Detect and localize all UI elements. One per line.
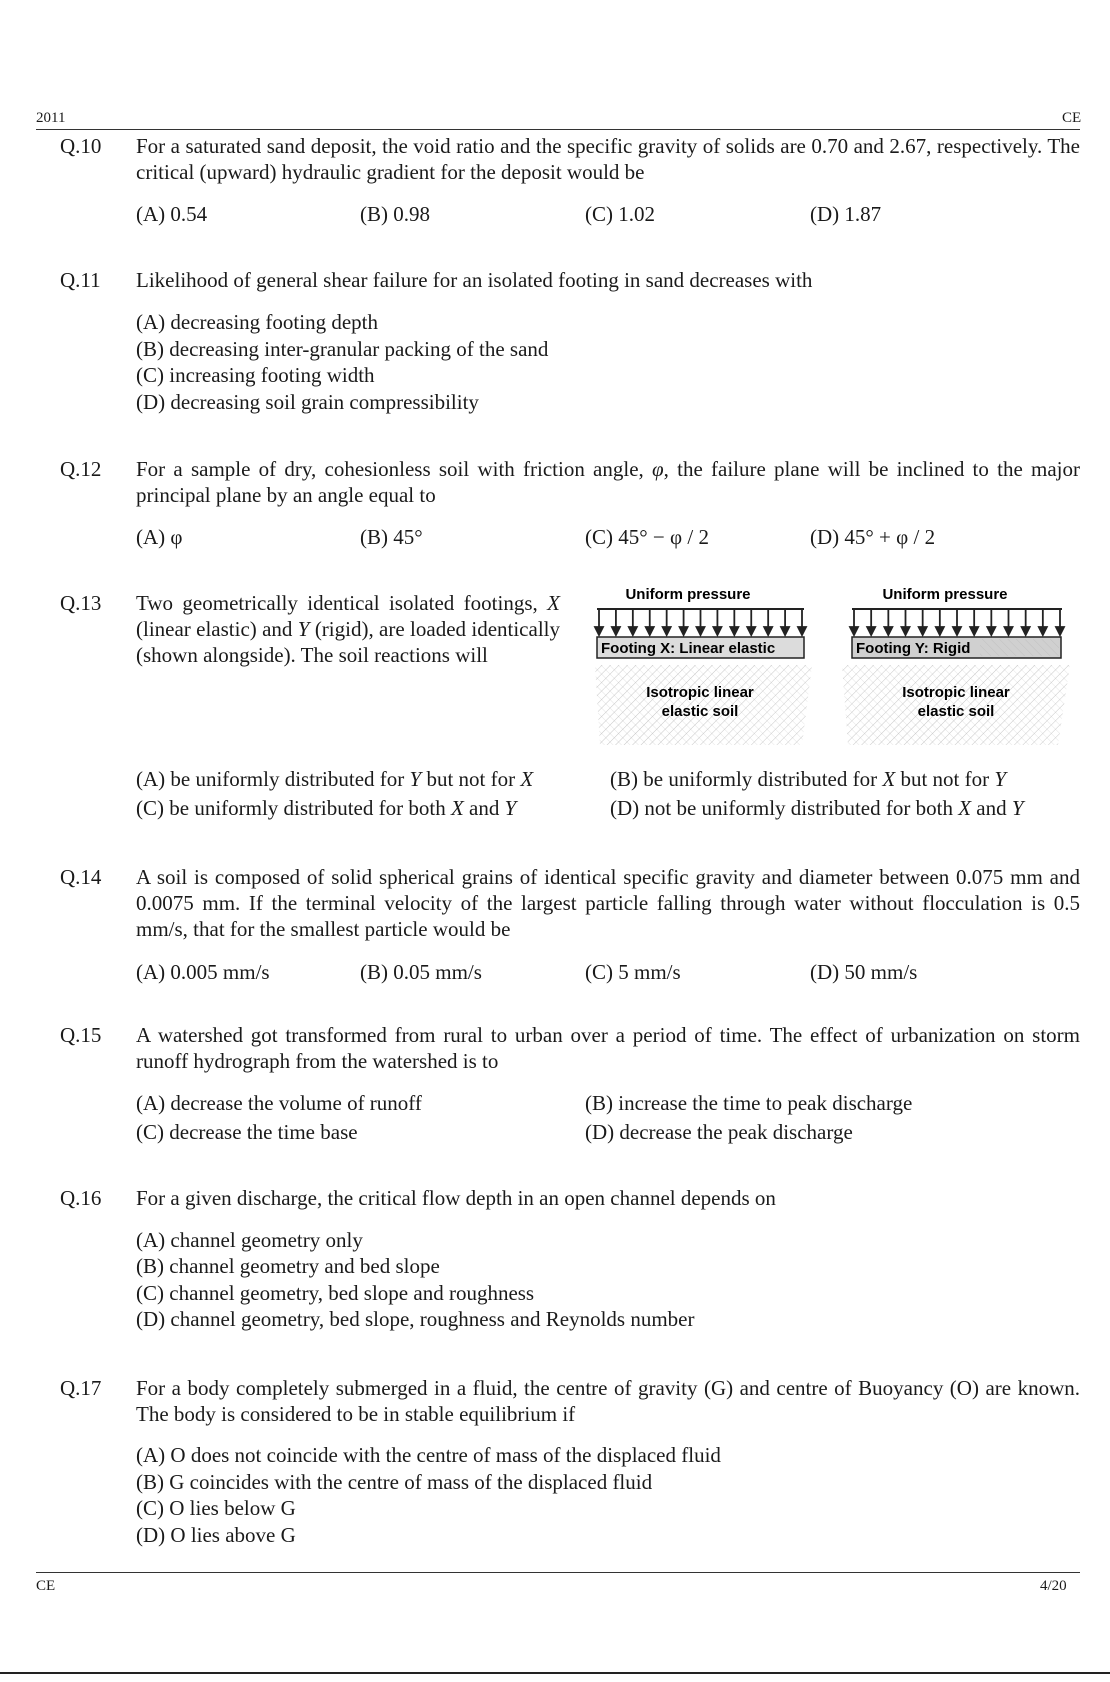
pressure-arrowhead: [730, 627, 738, 635]
pressure-arrowhead: [1005, 627, 1013, 635]
pressure-arrows-left: [595, 609, 806, 635]
pressure-arrows-right: [850, 609, 1064, 635]
question-text: For a sample of dry, cohesionless soil with friction angle, φ, the failure plane will be inclined to the major principal plane by an angle equal to: [136, 457, 1080, 507]
question-16: [60, 1185, 1080, 1213]
question-10: [60, 133, 1080, 189]
question-number: Q.13: [60, 591, 102, 615]
option-d: (D) decreasing soil grain compressibility: [136, 390, 479, 414]
question-number: Q.16: [60, 1186, 102, 1210]
question-17: [60, 1375, 1080, 1431]
pressure-arrowhead: [902, 627, 910, 635]
pressure-arrowhead: [595, 627, 603, 635]
pressure-arrowhead: [612, 627, 620, 635]
question-11: [60, 267, 1080, 295]
soil-label-right-2: elastic soil: [917, 703, 995, 720]
question-text: A watershed got transformed from rural to urban over a period of time. The effect of urbanization on storm runoff hydrograph from the watershed is to: [136, 1023, 1080, 1073]
option-c: (C) be uniformly distributed for both X and Y: [136, 796, 517, 820]
question-number: Q.15: [60, 1023, 102, 1047]
option-c: (C) O lies below G: [136, 1496, 296, 1520]
footing-x-diagram: [595, 586, 812, 745]
soil-label-left-2: elastic soil: [661, 703, 739, 720]
header-paper-code: CE: [1062, 110, 1082, 126]
page-bottom-edge: [0, 1672, 1110, 1674]
pressure-arrowhead: [1056, 627, 1064, 635]
option-b: (B) 45°: [360, 525, 423, 549]
option-a: (A) 0.005 mm/s: [136, 960, 270, 984]
option-d: (D) 45° + φ / 2: [810, 525, 936, 549]
pressure-arrowhead: [987, 627, 995, 635]
soil-label-right-1: Isotropic linear: [902, 684, 1010, 701]
option-b: (B) channel geometry and bed slope: [136, 1254, 440, 1278]
pressure-arrowhead: [867, 627, 875, 635]
option-a: (A) be uniformly distributed for Y but not for X: [136, 767, 534, 791]
pressure-arrowhead: [713, 627, 721, 635]
option-c: (C) channel geometry, bed slope and roughness: [136, 1281, 535, 1305]
pressure-arrowhead: [1039, 627, 1047, 635]
question-12: [60, 456, 1080, 512]
footing-x-label: Footing X: Linear elastic: [601, 640, 776, 657]
pressure-arrowhead: [663, 627, 671, 635]
question-number: Q.14: [60, 865, 102, 889]
footer-paper-code: CE: [36, 1578, 56, 1594]
question-number: Q.11: [60, 268, 101, 292]
question-text: Two geometrically identical isolated footings, X (linear elastic) and Y (rigid), are loaded identically (shown alongside). The soil reactions will: [136, 591, 560, 667]
option-a: (A) decrease the volume of runoff: [136, 1091, 422, 1115]
question-13: [60, 590, 560, 700]
soil-label-left-1: Isotropic linear: [646, 684, 754, 701]
option-d: (D) decrease the peak discharge: [585, 1120, 853, 1144]
pressure-arrowhead: [646, 627, 654, 635]
pressure-title-left: Uniform pressure: [625, 586, 751, 603]
question-15: [60, 1022, 1080, 1078]
option-b: (B) G coincides with the centre of mass of the displaced fluid: [136, 1470, 653, 1494]
option-c: (C) decrease the time base: [136, 1120, 358, 1144]
phi-symbol: φ: [652, 457, 664, 481]
question-text: Likelihood of general shear failure for an isolated footing in sand decreases with: [136, 268, 813, 292]
header-rule: [36, 129, 1080, 130]
header-year: 2011: [36, 110, 66, 126]
pressure-arrowhead: [798, 627, 806, 635]
option-c: (C) increasing footing width: [136, 363, 375, 387]
option-b: (B) decreasing inter-granular packing of the sand: [136, 337, 549, 361]
option-b: (B) increase the time to peak discharge: [585, 1091, 913, 1115]
pressure-arrowhead: [1022, 627, 1030, 635]
question-text: For a saturated sand deposit, the void ratio and the specific gravity of solids are 0.70 and 2.67, respectively. The critical (upward) hydraulic gradient for the deposit would be: [136, 134, 1080, 184]
question-text: A soil is composed of solid spherical grains of identical specific gravity and diameter between 0.075 mm and 0.0075 mm. If the terminal velocity of the largest particle falling through water without flocculation is 0.5 mm/s, that for the smallest particle would be: [136, 865, 1080, 941]
option-d: (D) not be uniformly distributed for both X and Y: [610, 796, 1024, 820]
pressure-arrowhead: [781, 627, 789, 635]
question-number: Q.10: [60, 134, 102, 158]
footings-figure: [580, 585, 1080, 755]
pressure-arrowhead: [919, 627, 927, 635]
question-text: For a body completely submerged in a fluid, the centre of gravity (G) and centre of Buoyancy (O) are known. The body is considered to be in stable equilibrium if: [136, 1376, 1080, 1426]
option-a: (A) φ: [136, 525, 183, 549]
option-c: (C) 45° − φ / 2: [585, 525, 709, 549]
option-b: (B) 0.98: [360, 202, 430, 226]
option-a: (A) 0.54: [136, 202, 208, 226]
pressure-arrowhead: [697, 627, 705, 635]
option-d: (D) channel geometry, bed slope, roughness and Reynolds number: [136, 1307, 695, 1331]
question-text: For a given discharge, the critical flow depth in an open channel depends on: [136, 1186, 776, 1210]
option-d: (D) O lies above G: [136, 1523, 296, 1547]
option-b: (B) 0.05 mm/s: [360, 960, 482, 984]
option-d: (D) 50 mm/s: [810, 960, 918, 984]
footing-y-label: Footing Y: Rigid: [856, 640, 971, 657]
pressure-arrowhead: [629, 627, 637, 635]
pressure-arrowhead: [850, 627, 858, 635]
pressure-arrowhead: [884, 627, 892, 635]
pressure-arrowhead: [680, 627, 688, 635]
footer-rule: [36, 1572, 1080, 1573]
pressure-title-right: Uniform pressure: [882, 586, 1008, 603]
option-a: (A) decreasing footing depth: [136, 310, 379, 334]
question-14: [60, 864, 1080, 944]
option-b: (B) be uniformly distributed for X but not for Y: [610, 767, 1007, 791]
question-number: Q.17: [60, 1376, 102, 1400]
option-d: (D) 1.87: [810, 202, 882, 226]
question-number: Q.12: [60, 457, 102, 481]
option-c: (C) 1.02: [585, 202, 655, 226]
pressure-arrowhead: [953, 627, 961, 635]
option-a: (A) channel geometry only: [136, 1228, 363, 1252]
pressure-arrowhead: [970, 627, 978, 635]
pressure-arrowhead: [747, 627, 755, 635]
footing-y-diagram: [842, 586, 1070, 745]
option-a: (A) O does not coincide with the centre of mass of the displaced fluid: [136, 1443, 721, 1467]
option-c: (C) 5 mm/s: [585, 960, 681, 984]
pressure-arrowhead: [764, 627, 772, 635]
pressure-arrowhead: [936, 627, 944, 635]
footer-page-number: 4/20: [1040, 1578, 1067, 1594]
